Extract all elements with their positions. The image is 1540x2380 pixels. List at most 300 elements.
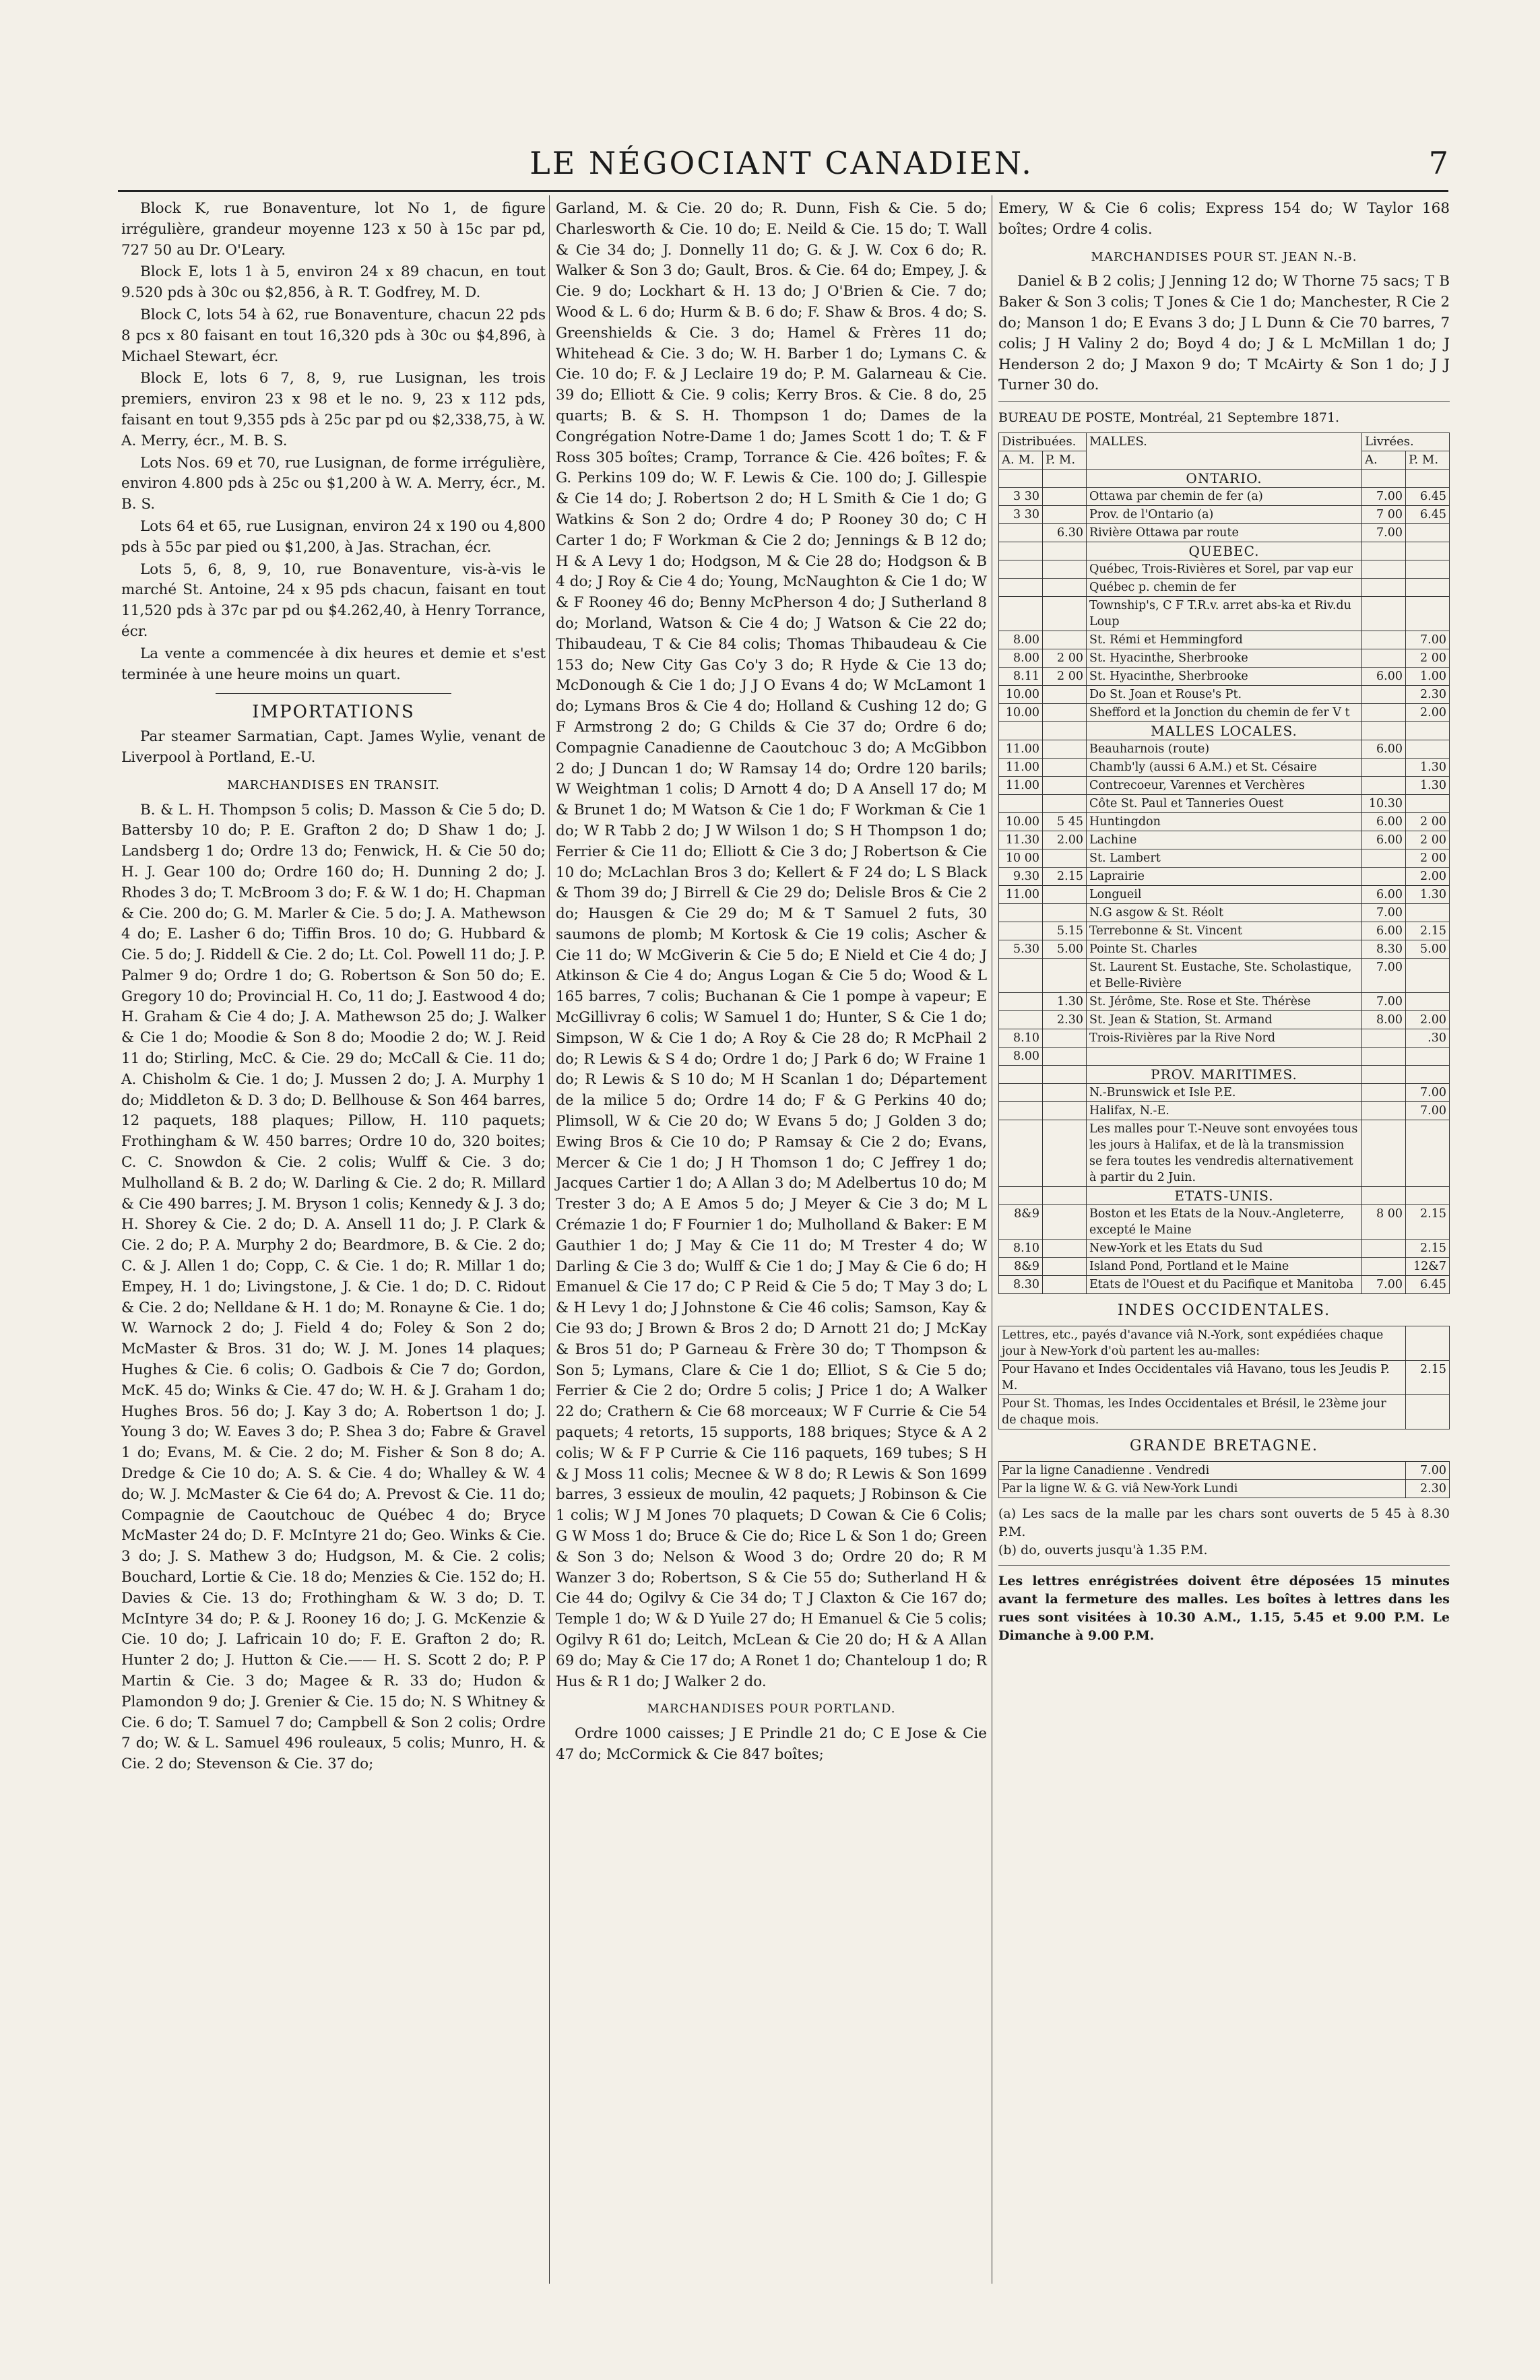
great-britain-row	[999, 1479, 1450, 1498]
delivery-pm	[1406, 578, 1450, 596]
mail-row	[999, 667, 1450, 685]
destination: Ottawa par chemin de fer (a)	[1087, 487, 1362, 505]
destination: St. Jérôme, Ste. Rose et Ste. Thérèse	[1087, 992, 1362, 1010]
time-am: 10 00	[999, 849, 1043, 867]
time-pm: 2 00	[1043, 649, 1087, 667]
time-am	[999, 992, 1043, 1010]
mail-row	[999, 487, 1450, 505]
land-sale-paragraph: Lots Nos. 69 et 70, rue Lusignan, de forme irrégulière, environ 4.800 pds à 25c ou $1,200 à W. A. Merry, écr., M. B. S.	[121, 454, 546, 513]
time-am: 10.00	[999, 812, 1043, 831]
land-sale-paragraph: Block E, lots 6 7, 8, 9, rue Lusignan, les trois premiers, environ 23 x 98 et le no. 9, 23 x 112 pds, faisant en tout 9,355 pds à 25c par pd ou $2,338,75, à W. A. Merry, écr., M. B. S.	[121, 370, 546, 449]
time-am: 8&9	[999, 1257, 1043, 1275]
time-am: 5.30	[999, 940, 1043, 958]
time-am: 11.30	[999, 831, 1043, 849]
cell	[1406, 721, 1450, 740]
header-delivered: Livrées.	[1362, 432, 1450, 451]
destination: Township's, C F T.R.v. arret abs-ka et Riv.du Loup	[1087, 596, 1362, 631]
delivery-pm: 6.45	[1406, 487, 1450, 505]
time-am	[999, 1120, 1043, 1186]
imports-intro: Par steamer Sarmatian, Capt. James Wylie, venant de Liverpool à Portland, E.-U.	[121, 728, 546, 766]
destination: Etats de l'Ouest et du Pacifique et Manitoba	[1087, 1275, 1362, 1293]
delivery-am	[1362, 1120, 1406, 1186]
mail-row	[999, 1101, 1450, 1120]
destination: New-York et les Etats du Sud	[1087, 1239, 1362, 1257]
delivery-am	[1362, 631, 1406, 649]
delivery-pm: 2 00	[1406, 849, 1450, 867]
destination: Prov. de l'Ontario (a)	[1087, 505, 1362, 523]
mail-row	[999, 523, 1450, 542]
land-sale-paragraph: Lots 5, 6, 8, 9, 10, rue Bonaventure, vis-à-vis le marché St. Antoine, 24 x 95 pds chacun, faisant en tout 11,520 pds à 37c par pd ou $4.262,40, à Henry Torrance, écr.	[121, 560, 546, 640]
header-pm: P. M.	[1043, 451, 1087, 469]
time-am: 8.00	[999, 631, 1043, 649]
great-britain-table	[998, 1461, 1450, 1498]
mail-row	[999, 505, 1450, 523]
delivery-am: 10.30	[1362, 794, 1406, 812]
stjean-text: Daniel & B 2 colis; J Jenning 12 do; W Thorne 75 sacs; T B Baker & Son 3 colis; T Jones & Cie 1 do; Manchester, R Cie 2 do; Manson 1 do; E Evans 3 do; J L Dunn & Cie 70 barres, 7 colis; J H Valiny 2 do; Boyd 4 do; J & L McMillan 1 do; J Henderson 2 do; J Maxon 9 do; T McAirty & Son 1 do; J J Turner 30 do.	[998, 273, 1450, 394]
cell	[1406, 469, 1450, 487]
masthead: LE NÉGOCIANT CANADIEN.	[530, 145, 1033, 181]
delivery-pm: 2.15	[1406, 1239, 1450, 1257]
mail-row	[999, 940, 1450, 958]
time-am: 9.30	[999, 867, 1043, 885]
delivery-am: 7.00	[1362, 1275, 1406, 1293]
mail-row	[999, 812, 1450, 831]
mail-row	[999, 1120, 1450, 1186]
mail-row	[999, 1257, 1450, 1275]
delivery-am	[1362, 649, 1406, 667]
mail-row	[999, 992, 1450, 1010]
time-pm: 2.30	[1043, 1010, 1087, 1029]
mail-row	[999, 1029, 1450, 1047]
footnote: (a) Les sacs de la malle par les chars sont ouverts de 5 45 à 8.30 P.M.	[998, 1506, 1450, 1539]
cell	[1406, 1186, 1450, 1204]
page-number: 7	[1428, 145, 1448, 181]
footnote: (b) do, ouverts jusqu'à 1.35 P.M.	[998, 1542, 1208, 1557]
destination: Chamb'ly (aussi 6 A.M.) et St. Césaire	[1087, 758, 1362, 776]
time-pm	[1043, 560, 1087, 578]
mail-row	[999, 631, 1450, 649]
mail-row	[999, 776, 1450, 794]
time-pm	[1043, 631, 1087, 649]
column-3	[998, 199, 1450, 1645]
section-row	[999, 542, 1450, 560]
mail-row	[999, 758, 1450, 776]
time-am	[999, 1010, 1043, 1029]
time-am: 11.00	[999, 758, 1043, 776]
time-pm: 5.00	[1043, 940, 1087, 958]
time-am	[999, 596, 1043, 631]
delivery-pm: 6.45	[1406, 505, 1450, 523]
cell	[1362, 1065, 1406, 1083]
time-am	[999, 560, 1043, 578]
cell	[1043, 1065, 1087, 1083]
time-pm	[1043, 685, 1087, 703]
delivery-am: 8.00	[1362, 1010, 1406, 1029]
header-a: A.	[1362, 451, 1406, 469]
column-1	[121, 199, 546, 1776]
mail-row	[999, 1047, 1450, 1065]
delivery-am	[1362, 596, 1406, 631]
time-pm	[1043, 1204, 1087, 1239]
delivery-pm: 2.00	[1406, 703, 1450, 721]
delivery-pm: 2.00	[1406, 867, 1450, 885]
destination: Laprairie	[1087, 867, 1362, 885]
cell	[999, 469, 1043, 487]
time-pm	[1043, 958, 1087, 992]
time-pm	[1043, 703, 1087, 721]
top-consignees: Emery, W & Cie 6 colis; Express 154 do; W Taylor 168 boîtes; Ordre 4 colis.	[998, 200, 1450, 238]
time-pm	[1043, 1257, 1087, 1275]
closing-note: Les lettres enrégistrées doivent être déposées 15 minutes avant la fermeture des malles. Les boîtes à lettres dans les rues sont visitées à 10.30 A.M., 1.15, 5.45 et 9.00 P.M. Le Dimanche à 9.00 P.M.	[998, 1573, 1450, 1643]
destination: Shefford et la Jonction du chemin de fer V t	[1087, 703, 1362, 721]
time-am	[999, 578, 1043, 596]
west-indies-table	[998, 1326, 1450, 1429]
destination: St. Rémi et Hemmingford	[1087, 631, 1362, 649]
time-pm	[1043, 1239, 1087, 1257]
time-am	[999, 922, 1043, 940]
destination: Do St. Joan et Rouse's Pt.	[1087, 685, 1362, 703]
time-pm	[1043, 487, 1087, 505]
delivery-am: 6.00	[1362, 831, 1406, 849]
cell	[1043, 542, 1087, 560]
delivery-pm	[1406, 740, 1450, 758]
delivery-am: 6.00	[1362, 885, 1406, 903]
mail-schedule-table	[998, 432, 1450, 1294]
delivery-am	[1362, 1047, 1406, 1065]
west-indies-title: INDES OCCIDENTALES.	[1117, 1301, 1331, 1319]
portland-text: Ordre 1000 caisses; J E Prindle 21 do; C E Jose & Cie 47 do; McCormick & Cie 847 boîtes;	[556, 1725, 987, 1763]
time-am: 10.00	[999, 703, 1043, 721]
time-am	[999, 958, 1043, 992]
destination: Québec p. chemin de fer	[1087, 578, 1362, 596]
time-pm	[1043, 740, 1087, 758]
mail-row	[999, 867, 1450, 885]
time	[1406, 1326, 1450, 1360]
destination: Terrebonne & St. Vincent	[1087, 922, 1362, 940]
time-am: 11.00	[999, 885, 1043, 903]
cell	[1043, 1186, 1087, 1204]
delivery-am	[1362, 1029, 1406, 1047]
cell	[1362, 721, 1406, 740]
delivery-pm: 2 00	[1406, 649, 1450, 667]
delivery-pm: 12&7	[1406, 1257, 1450, 1275]
mail-row	[999, 578, 1450, 596]
time-am	[999, 903, 1043, 922]
section-title: ETATS-UNIS.	[1087, 1186, 1362, 1204]
mail-row	[999, 1010, 1450, 1029]
time-am: 8&9	[999, 1204, 1043, 1239]
delivery-pm: 7.00	[1406, 1083, 1450, 1101]
time-pm	[1043, 1120, 1087, 1186]
delivery-pm: 2.30	[1406, 685, 1450, 703]
destination: Côte St. Paul et Tanneries Ouest	[1087, 794, 1362, 812]
delivery-pm	[1406, 794, 1450, 812]
mail-schedule-body	[999, 469, 1450, 1293]
time-pm	[1043, 1275, 1087, 1293]
section-title: MALLES LOCALES.	[1087, 721, 1362, 740]
mail-row	[999, 560, 1450, 578]
delivery-am	[1362, 1083, 1406, 1101]
time-pm	[1043, 794, 1087, 812]
delivery-pm: 1.30	[1406, 885, 1450, 903]
time-pm: 2.15	[1043, 867, 1087, 885]
imports-title: IMPORTATIONS	[252, 702, 415, 723]
time-am: 8.00	[999, 1047, 1043, 1065]
delivery-am: 7 00	[1362, 505, 1406, 523]
west-indies-row	[999, 1394, 1450, 1429]
time-am: 3 30	[999, 487, 1043, 505]
header-rule	[118, 190, 1448, 192]
delivery-am	[1362, 1257, 1406, 1275]
header-distributed: Distribuées.	[999, 432, 1087, 451]
cell	[1362, 542, 1406, 560]
time-am: 11.00	[999, 740, 1043, 758]
delivery-pm: 2 00	[1406, 812, 1450, 831]
time-am	[999, 1101, 1043, 1120]
time-am: 3 30	[999, 505, 1043, 523]
time-pm: 2 00	[1043, 667, 1087, 685]
time-am: 8.11	[999, 667, 1043, 685]
mail-row	[999, 1239, 1450, 1257]
portland-title: MARCHANDISES POUR PORTLAND.	[647, 1702, 896, 1716]
destination	[1087, 1047, 1362, 1065]
time-pm	[1043, 903, 1087, 922]
delivery-pm	[1406, 596, 1450, 631]
time	[1406, 1394, 1450, 1429]
destination: St. Laurent St. Eustache, Ste. Scholastique, et Belle-Rivière	[1087, 958, 1362, 992]
delivery-pm: 7.00	[1406, 1101, 1450, 1120]
land-sale-paragraph: Block C, lots 54 à 62, rue Bonaventure, chacun 22 pds 8 pcs x 80 faisant en tout 16,320 pds à 30c ou $4,896, à Michael Stewart, écr.	[121, 306, 546, 365]
delivery-am: 7.00	[1362, 992, 1406, 1010]
section-title: QUEBEC.	[1087, 542, 1362, 560]
mail-row	[999, 649, 1450, 667]
column-divider	[549, 195, 550, 2284]
land-sale-paragraphs	[121, 199, 546, 685]
destination: Contrecoeur, Varennes et Verchères	[1087, 776, 1362, 794]
destination: N.G asgow & St. Réolt	[1087, 903, 1362, 922]
destination: N.-Brunswick et Isle P.E.	[1087, 1083, 1362, 1101]
time-pm: 1.30	[1043, 992, 1087, 1010]
section-title: ONTARIO.	[1087, 469, 1362, 487]
delivery-am	[1362, 758, 1406, 776]
delivery-am	[1362, 1239, 1406, 1257]
time-pm	[1043, 758, 1087, 776]
land-sale-paragraph: Block K, rue Bonaventure, lot No 1, de figure irrégulière, grandeur moyenne 123 x 50 à 15c par pd, 727 50 au Dr. O'Leary.	[121, 200, 546, 259]
destination: Boston et les Etats de la Nouv.-Angleterre, excepté le Maine	[1087, 1204, 1362, 1239]
land-sale-paragraph: Lots 64 et 65, rue Lusignan, environ 24 x 190 ou 4,800 pds à 55c par pied ou $1,200, à Jas. Strachan, écr.	[121, 517, 546, 556]
destination: Longueil	[1087, 885, 1362, 903]
delivery-am: 7.00	[1362, 523, 1406, 542]
delivery-am	[1362, 703, 1406, 721]
section-title: PROV. MARITIMES.	[1087, 1065, 1362, 1083]
cell	[1406, 542, 1450, 560]
time-pm	[1043, 1047, 1087, 1065]
time-pm: 5.15	[1043, 922, 1087, 940]
header-mails: MALLES.	[1087, 432, 1362, 469]
time-am: 8.10	[999, 1029, 1043, 1047]
cell	[1362, 469, 1406, 487]
west-indies-row	[999, 1326, 1450, 1360]
time-am: 8.00	[999, 649, 1043, 667]
section-row	[999, 469, 1450, 487]
delivery-pm	[1406, 1047, 1450, 1065]
mail-row	[999, 885, 1450, 903]
time-pm	[1043, 776, 1087, 794]
great-britain-row	[999, 1461, 1450, 1479]
section-row	[999, 721, 1450, 740]
delivery-am: 7.00	[1362, 487, 1406, 505]
delivery-pm: 7.00	[1406, 631, 1450, 649]
destination: Par la ligne W. & G. viâ New-York Lundi	[999, 1479, 1406, 1498]
column-2	[556, 199, 987, 1767]
cell	[1043, 721, 1087, 740]
mail-row	[999, 703, 1450, 721]
delivery-am: 6.00	[1362, 812, 1406, 831]
time-am	[999, 523, 1043, 542]
destination: Pour Havano et Indes Occidentales viâ Havano, tous les Jeudis P. M.	[999, 1360, 1406, 1394]
time-pm	[1043, 1029, 1087, 1047]
delivery-pm: 1.00	[1406, 667, 1450, 685]
mail-row	[999, 1204, 1450, 1239]
time-pm	[1043, 505, 1087, 523]
time-pm: 6.30	[1043, 523, 1087, 542]
transit-text: B. & L. H. Thompson 5 colis; D. Masson & Cie 5 do; D. Battersby 10 do; P. E. Grafton 2 do; D Shaw 1 do; J. Landsberg 1 do; Ordre 13 do; Fenwick, H. & Cie 50 do; H. J. Gear 100 do; Ordre 160 do; H. Dunning 2 do; J. Rhodes 3 do; T. McBroom 3 do; F. & W. 1 do; H. Chapman & Cie. 200 do; G. M. Marler & Cie. 5 do; J. A. Mathewson 4 do; E. Lasher 6 do; Tiffin Bros. 10 do; G. Hubbard & Cie. 5 do; J. Riddell & Cie. 2 do; Lt. Col. Powell 11 do; J. P. Palmer 9 do; Ordre 1 do; G. Robertson & Son 50 do; E. Gregory 10 do; Provincial H. Co, 11 do; J. Eastwood 4 do; H. Graham & Cie 4 do; J. A. Mathewson 25 do; J. Walker & Cie 1 do; Moodie & Son 8 do; Moodie 2 do; W. J. Reid 11 do; Stirling, McC. & Cie. 29 do; McCall & Cie. 11 do; A. Chisholm & Cie. 1 do; J. Mussen 2 do; J. A. Murphy 1 do; Middleton & D. 3 do; D. Bellhouse & Son 464 barres, 12 paquets, 188 plaques; Pillow, H. 110 paquets; Frothingham & W. 450 barres; Ordre 10 do, 320 boites; C. C. Snowdon & Cie. 2 colis; Wulff & Cie. 3 do; Mulholland & B. 2 do; W. Darling & Cie. 2 do; R. Millard & Cie 490 barres; J. M. Bryson 1 colis; Kennedy & J. 3 do; H. Shorey & Cie. 2 do; D. A. Ansell 11 do; J. P. Clark & Cie. 2 do; P. A. Murphy 2 do; Beardmore, B. & Cie. 2 do; C. & J. Allen 1 do; Copp, C. & Cie. 1 do; R. Millar 1 do; Empey, H. 1 do; Livingstone, J. & Cie. 1 do; D. C. Ridout & Cie. 2 do; Nelldane & H. 1 do; M. Ronayne & Cie. 1 do; W. Warnock 2 do; J. Field 4 do; Foley & Son 2 do; McMaster & Bros. 31 do; W. J. M. Jones 14 plaques; Hughes & Cie. 6 colis; O. Gadbois & Cie 7 do; Gordon, McK. 45 do; Winks & Cie. 47 do; W. H. & J. Graham 1 do; Hughes Bros. 56 do; J. Kay 3 do; A. Robertson 1 do; J. Young 3 do; W. Eaves 3 do; P. Shea 3 do; Fabre & Gravel 1 do; Evans, M. & Cie. 2 do; M. Fisher & Son 8 do; A. Dredge & Cie 10 do; A. S. & Cie. 4 do; Whalley & W. 4 do; W. J. McMaster & Cie 64 do; A. Prevost & Cie. 11 do; Compagnie de Caoutchouc de Québec 4 do; Bryce McMaster 24 do; D. F. McIntyre 21 do; Geo. Winks & Cie. 3 do; J. S. Mathew 3 do; Hudgson, M. & Cie. 2 colis; Bouchard, Lortie & Cie. 18 do; Menzies & Cie. 152 do; H. Davies & Cie. 13 do; Frothingham & W. 3 do; D. T. McIntyre 34 do; P. & J. Rooney 16 do; J. G. McKenzie & Cie. 10 do; J. Lafricain 10 do; F. E. Grafton 2 do; R. Hunter 2 do; J. Hutton & Cie.—— H. S. Scott 2 do; P. P Martin & Cie. 3 do; Magee & R. 33 do; Hudon & Plamondon 9 do; J. Grenier & Cie. 15 do; N. S Whitney & Cie. 6 do; T. Samuel 7 do; Campbell & Son 2 colis; Ordre 7 do; W. & L. Samuel 496 rouleaux, 5 colis; Munro, H. & Cie. 2 do; Stevenson & Cie. 37 do;	[121, 801, 546, 1773]
delivery-pm	[1406, 903, 1450, 922]
destination: Rivière Ottawa par route	[1087, 523, 1362, 542]
time-pm	[1043, 885, 1087, 903]
delivery-am	[1362, 867, 1406, 885]
delivery-pm: 2.00	[1406, 1010, 1450, 1029]
destination: Lachine	[1087, 831, 1362, 849]
destination: Les malles pour T.-Neuve sont envoyées tous les jours à Halifax, et de là la transmission se fera toutes les vendredis alternativement à partir du 2 Juin.	[1087, 1120, 1362, 1186]
time-am: 8.30	[999, 1275, 1043, 1293]
mail-row	[999, 740, 1450, 758]
destination: Pointe St. Charles	[1087, 940, 1362, 958]
delivery-am: 7.00	[1362, 958, 1406, 992]
destination: Trois-Rivières par la Rive Nord	[1087, 1029, 1362, 1047]
cell	[1362, 1186, 1406, 1204]
delivery-pm: 6.45	[1406, 1275, 1450, 1293]
delivery-pm	[1406, 992, 1450, 1010]
destination: Beauharnois (route)	[1087, 740, 1362, 758]
delivery-pm	[1406, 560, 1450, 578]
time-am	[999, 794, 1043, 812]
cell	[1043, 469, 1087, 487]
destination: St. Lambert	[1087, 849, 1362, 867]
delivery-am: 8 00	[1362, 1204, 1406, 1239]
delivery-am	[1362, 560, 1406, 578]
delivery-pm	[1406, 523, 1450, 542]
delivery-am: 6.00	[1362, 740, 1406, 758]
cell	[1406, 1065, 1450, 1083]
mail-row	[999, 849, 1450, 867]
divider	[998, 1565, 1450, 1566]
mail-row	[999, 596, 1450, 631]
delivery-pm	[1406, 958, 1450, 992]
great-britain-title: GRANDE BRETAGNE.	[1130, 1437, 1318, 1454]
destination: Halifax, N.-E.	[1087, 1101, 1362, 1120]
delivery-am	[1362, 849, 1406, 867]
mail-row	[999, 922, 1450, 940]
consignee-list: Garland, M. & Cie. 20 do; R. Dunn, Fish & Cie. 5 do; Charlesworth & Cie. 10 do; E. Neild & Cie. 15 do; T. Wall & Cie 34 do; J. Donnelly 11 do; G. & J. W. Cox 6 do; R. Walker & Son 3 do; Gault, Bros. & Cie. 64 do; Empey, J. & Cie. 9 do; Lockhart & H. 13 do; J O'Brien & Cie. 7 do; Wood & L. 6 do; Hurm & B. 6 do; F. Shaw & Bros. 4 do; S. Greenshields & Cie. 3 do; Hamel & Frères 11 do; Whitehead & Cie. 3 do; W. H. Barber 1 do; Lymans C. & Cie. 10 do; F. & J Leclaire 19 do; P. M. Galarneau & Cie. 39 do; Elliott & Cie. 9 colis; Kerry Bros. & Cie. 8 do, 25 quarts; B. & S. H. Thompson 1 do; Dames de la Congrégation Notre-Dame 1 do; James Scott 1 do; T. & F Ross 305 boîtes; Cramp, Torrance & Cie. 426 boîtes; F. & G. Perkins 109 do; W. F. Lewis & Cie. 100 do; J. Gillespie & Cie 14 do; J. Robertson 2 do; H L Smith & Cie 1 do; G Watkins & Son 2 do; Ordre 4 do; P Rooney 30 do; C H Carter 1 do; F Workman & Cie 2 do; Jennings & B 12 do; H & A Levy 1 do; Hodgson, M & Cie 28 do; Hodgson & B 4 do; J Roy & Cie 4 do; Young, McNaughton & Cie 1 do; W & F Rooney 46 do; Benny McPherson 4 do; J Sutherland 8 do; Morland, Watson & Cie 4 do; J Watson & Cie 22 do; Thibaudeau, T & Cie 84 colis; Thomas Thibaudeau & Cie 153 do; New City Gas Co'y 3 do; R Hyde & Cie 13 do; McDonough & Cie 1 do; J J O Evans 4 do; W McLamont 1 do; Lymans Bros & Cie 4 do; Holland & Cushing 12 do; G F Armstrong 2 do; G Childs & Cie 37 do; Ordre 6 do; Compagnie Canadienne de Caoutchouc 3 do; A McGibbon 2 do; J Duncan 1 do; W Ramsay 14 do; Ordre 120 barils; W Weightman 1 colis; D Arnott 4 do; D A Ansell 17 do; M & Brunet 1 do; M Watson & Cie 1 do; F Workman & Cie 1 do; W R Tabb 2 do; J W Wilson 1 do; S H Thompson 1 do; Ferrier & Cie 11 do; Elliott & Cie 3 do; J Robertson & Cie 10 do; McLachlan Bros 3 do; Kellert & F 24 do; L S Black & Thom 39 do; J Birrell & Cie 29 do; Delisle Bros & Cie 2 do; Hausgen & Cie 29 do; M & T Samuel 2 futs, 30 saumons de plomb; M Kortosk & Cie 19 colis; Ascher & Cie 11 do; W McGiverin & Cie 5 do; E Nield et Cie 4 do; J Atkinson & Cie 4 do; Angus Logan & Cie 5 do; Wood & L 165 barres, 7 colis; Buchanan & Cie 1 pompe à vapeur; E McGillivray 6 colis; W Samuel 1 do; Hunter, S & Cie 1 do; Simpson, W & Cie 1 do; A Roy & Cie 28 do; R McPhail 2 do; R Lewis & S 4 do; Ordre 1 do; J Park 6 do; W Fraine 1 do; R Lewis & S 10 do; M H Scanlan 1 do; Département de la milice 5 do; Ordre 14 do; F & G Perkins 40 do; Plimsoll, W & Cie 20 do; W Evans 5 do; J Golden 3 do; Ewing Bros & Cie 10 do; P Ramsay & Cie 2 do; Evans, Mercer & Cie 1 do; J H Thomson 1 do; C Jeffrey 1 do; Jacques Cartier 1 do; A Allan 3 do; M Adelbertus 10 do; M Trester 3 do; A E Amos 5 do; J Meyer & Cie 3 do; M L Crémazie 1 do; F Fournier 1 do; Mulholland & Baker: E M Gauthier 1 do; J May & Cie 11 do; M Trester 4 do; W Darling & Cie 3 do; Wulff & Cie 1 do; J May & Cie 6 do; H Emanuel & Cie 17 do; C P Reid & Cie 5 do; T May 3 do; L & H Levy 1 do; J Johnstone & Cie 46 colis; Samson, Kay & Cie 93 do; J Brown & Bros 2 do; D Arnott 21 do; J McKay & Bros 51 do; P Garneau & Frère 30 do; T Thompson & Son 5; Lymans, Clare & Cie 1 do; Elliot, S & Cie 5 do; Ferrier & Cie 2 do; Ordre 5 colis; J Price 1 do; A Walker 22 do; Crathern & Cie 68 morceaux; W F Currie & Cie 54 paquets; 4 retorts, 15 supports, 188 briques; Styce & A 2 colis; W & F P Currie & Cie 116 paquets, 169 tubes; S H & J Moss 11 colis; Mecnee & W 8 do; R Lewis & Son 1699 barres, 3 essieux de moulin, 42 paquets; J Robinson & Cie 1 colis; W J M Jones 70 plaquets; D Cowan & Cie 6 Colis; G W Moss 1 do; Bruce & Cie do; Rice L & Son 1 do; Green & Son 3 do; Nelson & Wood 3 do; Ordre 20 do; R M Wanzer 3 do; Robertson, S & Cie 55 do; Sutherland H & Cie 44 do; Ogilvy & Cie 34 do; T J Claxton & Cie 167 do; Temple 1 do; W & D Yuile 27 do; H Emanuel & Cie 5 colis; Ogilvy R 61 do; Leitch, McLean & Cie 20 do; H & A Allan 69 do; May & Cie 17 do; A Ronet 1 do; Chanteloup 1 do; R Hus & R 1 do; J Walker 2 do.	[556, 200, 987, 1690]
delivery-am	[1362, 685, 1406, 703]
mail-row	[999, 794, 1450, 812]
page-header	[115, 145, 1448, 185]
time: 2.30	[1406, 1479, 1450, 1498]
mail-row	[999, 903, 1450, 922]
delivery-am: 6.00	[1362, 667, 1406, 685]
destination: Lettres, etc., payés d'avance viâ N.-York, sont expédiées chaque jour à New-York d'où partent les au-malles:	[999, 1326, 1406, 1360]
delivery-pm: 2.15	[1406, 1204, 1450, 1239]
destination: Island Pond, Portland et le Maine	[1087, 1257, 1362, 1275]
post-office-line: BUREAU DE POSTE, Montréal, 21 Septembre 1871.	[998, 410, 1340, 426]
stjean-title: MARCHANDISES POUR ST. JEAN N.-B.	[1091, 249, 1357, 264]
delivery-pm: 1.30	[1406, 758, 1450, 776]
mail-row	[999, 685, 1450, 703]
time-am	[999, 1083, 1043, 1101]
divider	[216, 693, 451, 694]
section-row	[999, 1186, 1450, 1204]
time-pm	[1043, 596, 1087, 631]
land-sale-paragraph: Block E, lots 1 à 5, environ 24 x 89 chacun, en tout 9.520 pds à 30c ou $2,856, à R. T. Godfrey, M. D.	[121, 263, 546, 302]
destination: Québec, Trois-Rivières et Sorel, par vap eur	[1087, 560, 1362, 578]
footnotes	[998, 1505, 1450, 1559]
destination: St. Hyacinthe, Sherbrooke	[1087, 649, 1362, 667]
cell	[999, 721, 1043, 740]
destination: St. Jean & Station, St. Armand	[1087, 1010, 1362, 1029]
delivery-pm: 5.00	[1406, 940, 1450, 958]
time-am: 8.10	[999, 1239, 1043, 1257]
delivery-am	[1362, 1101, 1406, 1120]
time: 7.00	[1406, 1461, 1450, 1479]
destination: Huntingdon	[1087, 812, 1362, 831]
divider	[998, 401, 1450, 402]
mail-row	[999, 958, 1450, 992]
destination: Par la ligne Canadienne . Vendredi	[999, 1461, 1406, 1479]
land-sale-paragraph: La vente a commencée à dix heures et demie et s'est terminée à une heure moins un quart.	[121, 645, 546, 683]
delivery-am: 6.00	[1362, 922, 1406, 940]
delivery-pm	[1406, 1120, 1450, 1186]
mail-row	[999, 1275, 1450, 1293]
cell	[999, 1186, 1043, 1204]
mail-row	[999, 1083, 1450, 1101]
mail-row	[999, 831, 1450, 849]
time-pm	[1043, 578, 1087, 596]
cell	[999, 1065, 1043, 1083]
transit-title: MARCHANDISES EN TRANSIT.	[227, 777, 440, 792]
delivery-pm: .30	[1406, 1029, 1450, 1047]
delivery-pm: 1.30	[1406, 776, 1450, 794]
time: 2.15	[1406, 1360, 1450, 1394]
delivery-am	[1362, 776, 1406, 794]
destination: St. Hyacinthe, Sherbrooke	[1087, 667, 1362, 685]
time-pm	[1043, 1101, 1087, 1120]
delivery-pm: 2 00	[1406, 831, 1450, 849]
delivery-am: 7.00	[1362, 903, 1406, 922]
cell	[999, 542, 1043, 560]
time-pm: 2.00	[1043, 831, 1087, 849]
header-am: A. M.	[999, 451, 1043, 469]
time-pm: 5 45	[1043, 812, 1087, 831]
time-pm	[1043, 849, 1087, 867]
destination: Pour St. Thomas, les Indes Occidentales et Brésil, le 23ème jour de chaque mois.	[999, 1394, 1406, 1429]
section-row	[999, 1065, 1450, 1083]
delivery-pm: 2.15	[1406, 922, 1450, 940]
time-pm	[1043, 1083, 1087, 1101]
delivery-am	[1362, 578, 1406, 596]
delivery-am: 8.30	[1362, 940, 1406, 958]
header-pm2: P. M.	[1406, 451, 1450, 469]
